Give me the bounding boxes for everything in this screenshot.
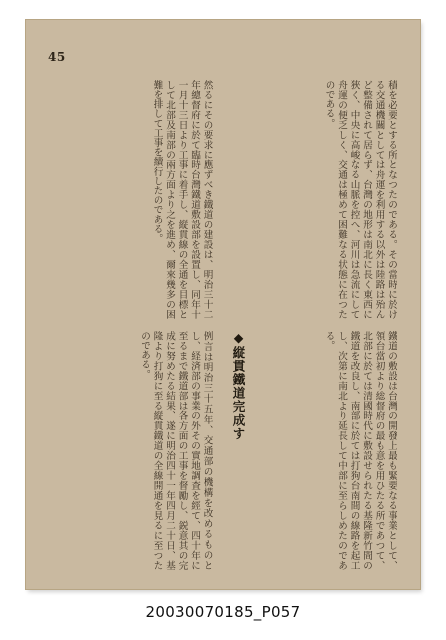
diamond-bullet-icon: ◆ [231,330,246,346]
text-block-bottom-right: 鐵道の敷設は台灣の開發上最も緊要なる事業として、領台當初より総督府の最も意を用ひたる所であつて、北部に於ては清國時代に敷設せられたる基隆新竹間の鐵道を改良し、南部に於ては打狗台南間の線路を起工し、次第に南北より延長して中部に至らしめたのである。 [323,331,397,570]
text-block-top-right: 積を必要とする所となつたのである。その當時に於ける交通機關としては舟運を利用する以外は陸路は殆んど整備されて居らず、台灣の地形は南北に長く東西に狹く、中央に高峻なる山脈を控へ、河川は急流にして舟運の便乏しく、交通は極めて困難なる状態に在つたのである。 [323,80,397,319]
text-block-bottom-left: 例言は明治三十五年、交通部の機構を改めるものとし、経済部の事業の外その實地調査を經て、四十年に至るまで鐵道部は各方面の工事を督勵し、鋭意其の完成に努めたる結果、遂に明治四十一年四月二十日、基隆より打狗に至る縦貫鐵道の全線開通を見るに至つたのである。 [139,331,213,570]
section-heading-text: 縦貫鐵道完成す [231,346,246,441]
page-number: 45 [48,50,66,64]
text-block-top-left: 然るにその要求に應ずべき鐵道の建設は、明治三十二年總督府に於て臨時台灣鐵道敷設部を設置し、同年十一月十三日より工事に着手し、縦貫線の全通を目標として北部及南部の兩方面より之を進め、爾來幾多の困難を排して工事を續行したのである。 [151,80,213,319]
catalog-id: 20030070185_P057 [145,603,301,621]
body-text [42,80,397,570]
section-heading [228,328,248,443]
